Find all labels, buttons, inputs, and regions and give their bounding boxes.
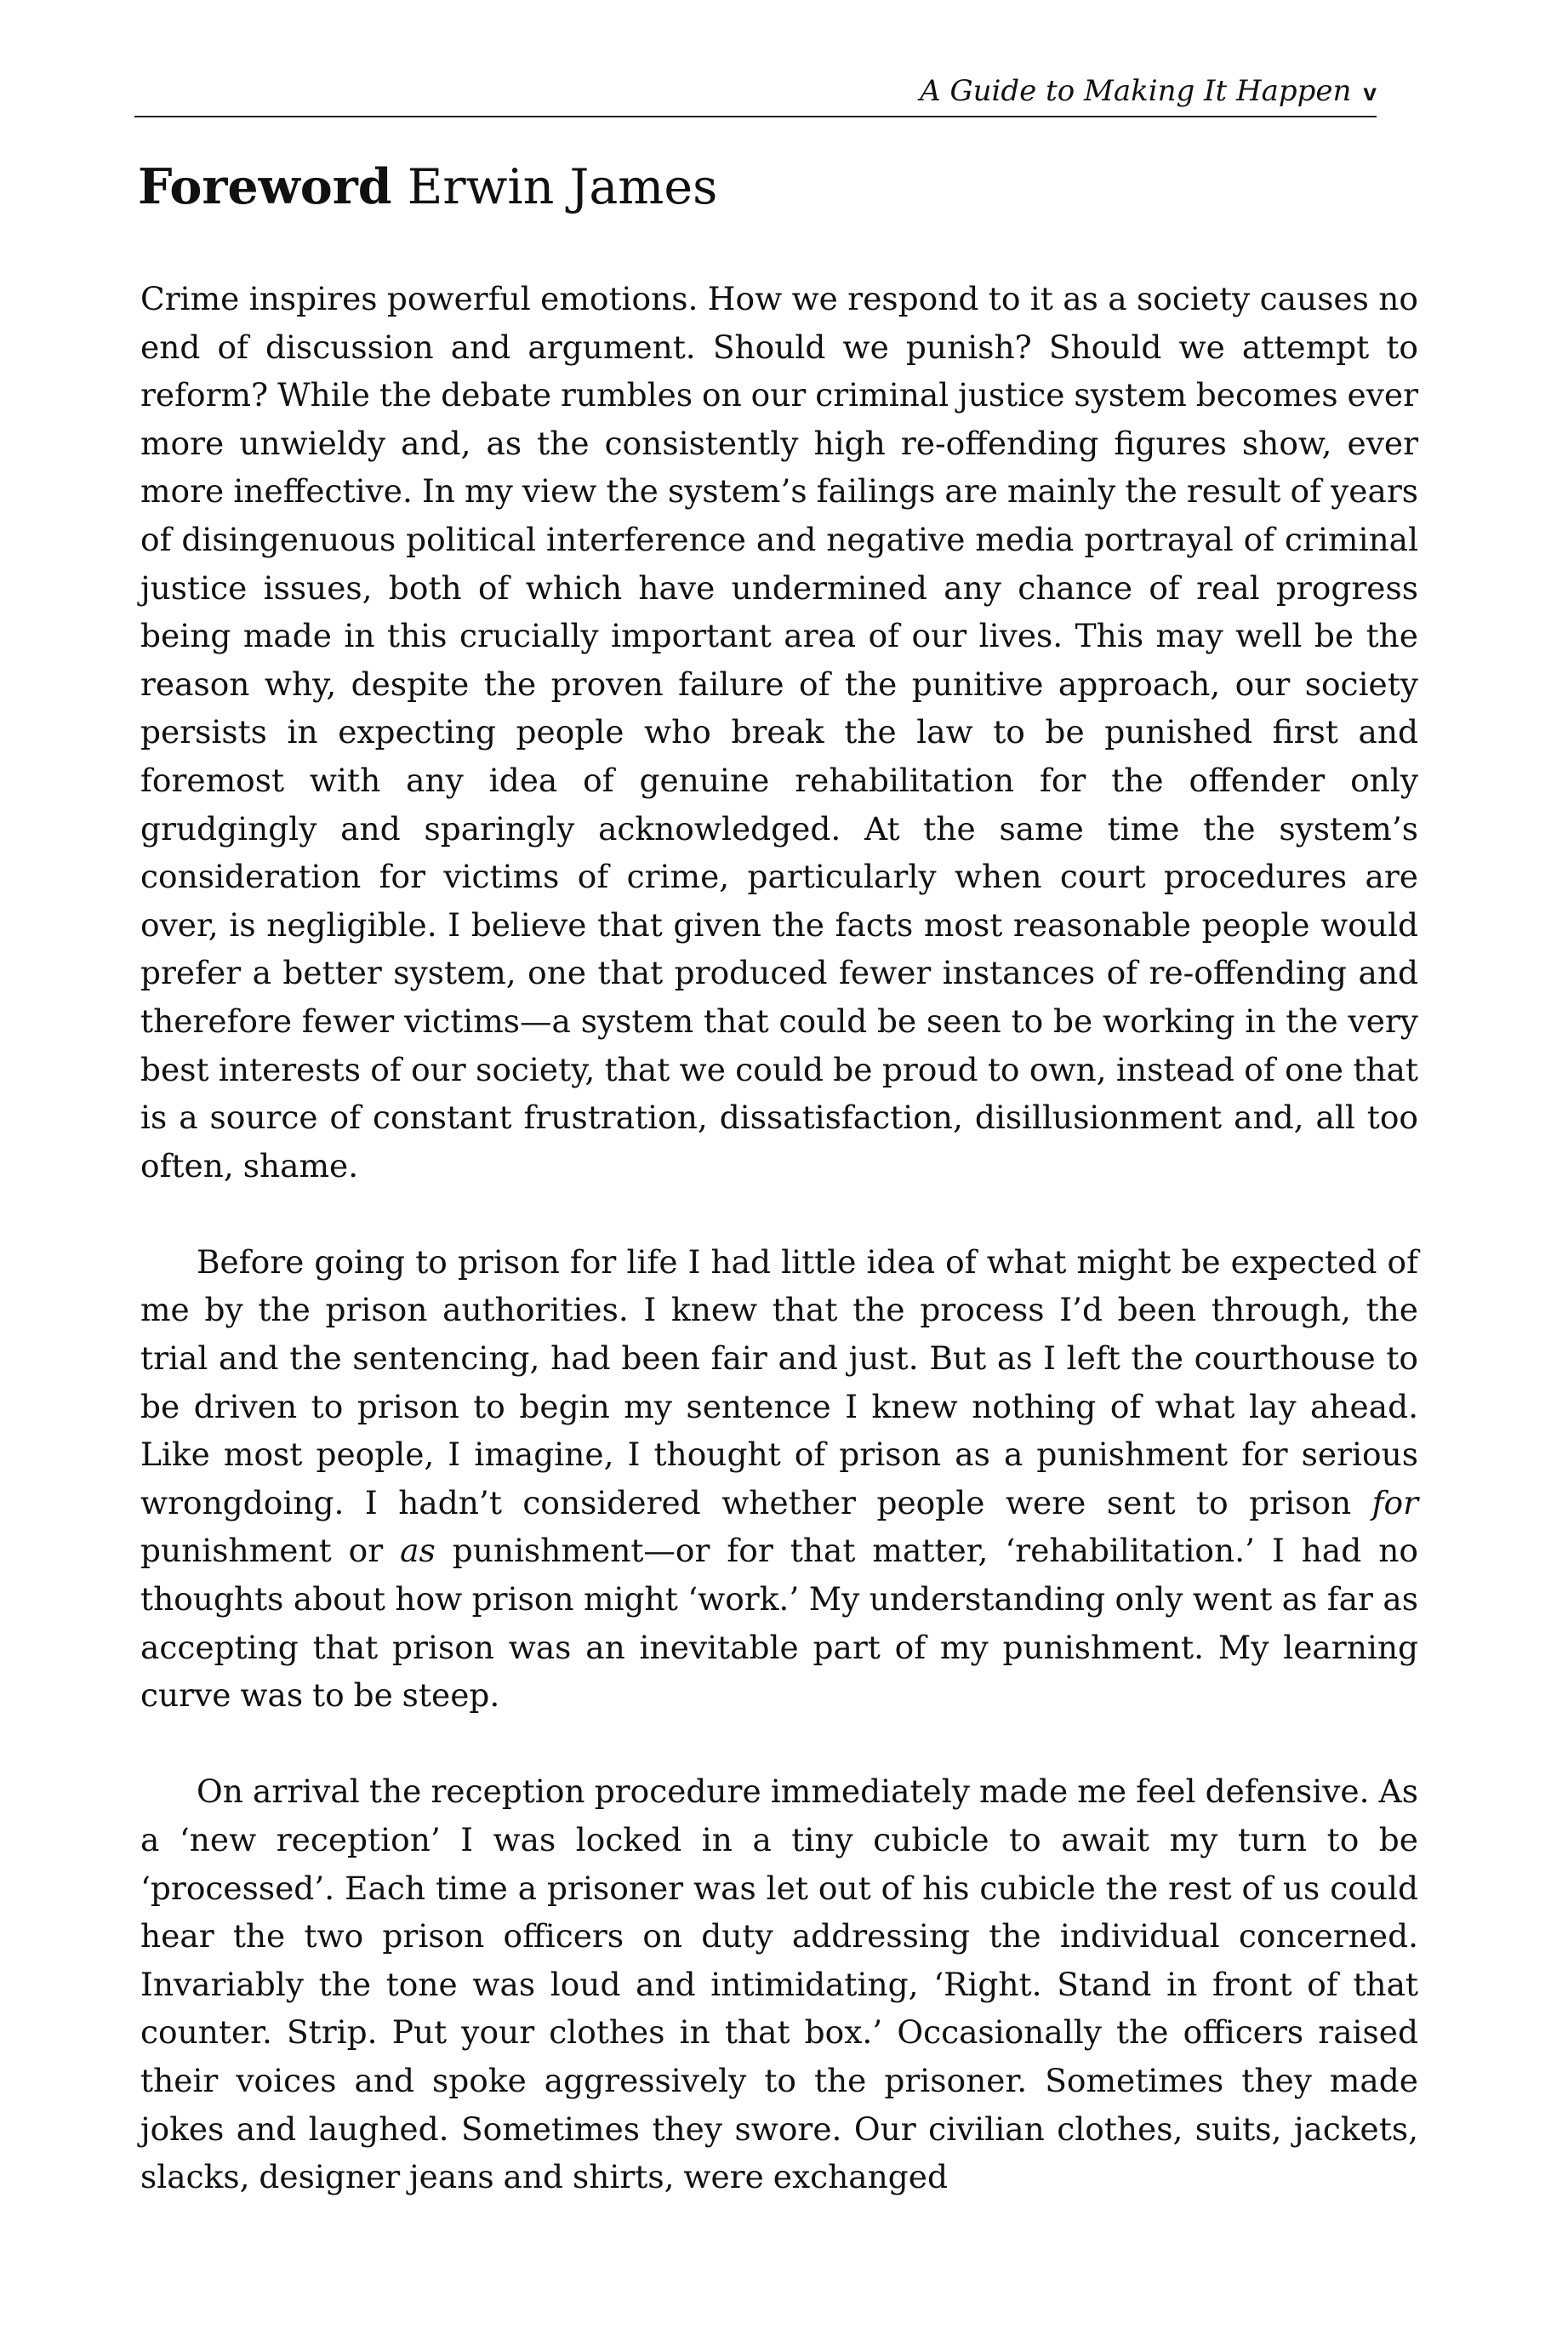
- running-head-title: A Guide to Making It Happen: [920, 74, 1352, 108]
- body-text: [140, 275, 1418, 2201]
- running-head: [134, 66, 1377, 117]
- page-number: v: [1363, 79, 1377, 106]
- chapter-label: Foreword: [138, 158, 392, 215]
- paragraph-2-part-3: punishment—or for that matter, ‘rehabilitation.’ I had no thoughts about how prison might ‘work.’ My understanding only went as far as accepting that prison was an inevitable part of my punishment. My learning curve was to be steep.: [140, 1532, 1419, 1715]
- paragraph-1: Crime inspires powerful emotions. How we respond to it as a society causes no end of discussion and argument. Should we punish? Should we attempt to reform? While the debate rumbles on our criminal justice system becomes ever more unwieldy and, as the consistently high re-offending figures show, ever more ineffective. In my view the system’s failings are mainly the result of years of disingenuous political interference and negative media portrayal of criminal justice issues, both of which have undermined any chance of real progress being made in this crucially important area of our lives. This may well be the reason why, despite the proven failure of the punitive approach, our society persists in expecting people who break the law to be punished first and foremost with any idea of genuine rehabilitation for the offender only grudgingly and sparingly acknowledged. At the same time the system’s consideration for victims of crime, particularly when court procedures are over, is negligible. I believe that given the facts most reasonable people would prefer a better system, one that produced fewer instances of re-offending and therefore fewer victims—a system that could be seen to be working in the very best interests of our society, that we could be proud to own, instead of one that is a source of constant frustration, dissatisfaction, disillusionment and, all too often, shame.: [140, 280, 1418, 1185]
- paragraph-2-part-2: punishment or: [140, 1532, 401, 1570]
- paragraph-2-part-1: Before going to prison for life I had little idea of what might be expected of me by the prison authorities. I knew that the process I’d been through, the trial and the sentencing, had been fair and just. But as I left the courthouse to be driven to prison to begin my sentence I knew nothing of what lay ahead. Like most people, I imagine, I thought of prison as a punishment for serious wrongdoing. I hadn’t considered whether people were sent to prison: [140, 1242, 1418, 1521]
- paragraph-3: On arrival the reception procedure immediately made me feel defensive. As a ‘new reception’ I was locked in a tiny cubicle to await my turn to be ‘processed’. Each time a prisoner was let out of his cubicle the rest of us could hear the two prison officers on duty addressing the individual concerned. Invariably the tone was loud and intimidating, ‘Right. Stand in front of that counter. Strip. Put your clothes in that box.’ Occasionally the officers raised their voices and spoke aggressively to the prisoner. Sometimes they made jokes and laughed. Sometimes they swore. Our civilian clothes, suits, jackets, slacks, designer jeans and shirts, were exchanged: [140, 1773, 1418, 2196]
- paragraph-2-italic-for: for: [1371, 1483, 1418, 1521]
- paragraph-2: [140, 1238, 1418, 1720]
- chapter-title: [138, 153, 717, 221]
- chapter-author: Erwin James: [407, 159, 718, 215]
- paragraph-2-italic-as: as: [400, 1532, 436, 1570]
